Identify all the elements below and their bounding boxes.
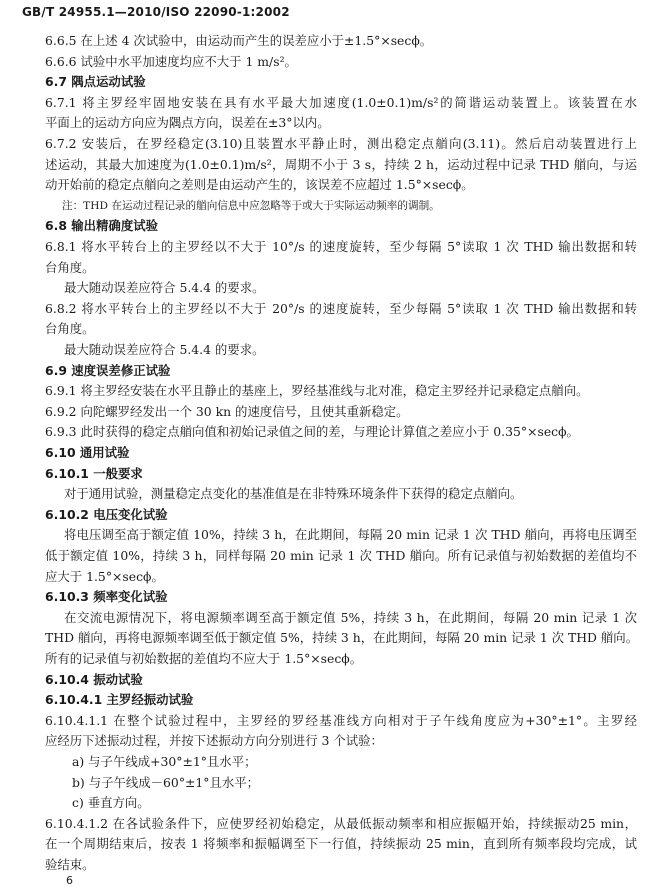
text-line: 台角度。: [45, 259, 95, 275]
text-line: 在交流电源情况下，将电源频率调至高于额定值 5%，持续 3 h，在此期间，每隔 20 min 记录 1 次: [64, 609, 637, 625]
text-line: 6.10.3 频率变化试验: [45, 589, 168, 605]
text-line: 述运动，其最大加速度为(1.0±0.1)m/s²，周期不小于 3 s，持续 2 h，运动过程中记录 THD 艏向，与运: [45, 156, 637, 172]
text-line: 6.10.4.1 主罗经振动试验: [45, 692, 194, 708]
text-line: 6.6.5 在上述 4 次试验中，由运动而产生的误差应小于±1.5°×secϕ。: [45, 33, 433, 48]
text-line: 台角度。: [45, 321, 95, 337]
text-line: 平面上的运动方向应为隅点方向，误差在±3°以内。: [45, 115, 330, 131]
text-line: 所有的记录值与初始数据的差值均不应大于 1.5°×secϕ。: [45, 651, 363, 666]
text-line: 6.6.6 试验中水平加速度均应不大于 1 m/s²。: [45, 53, 297, 69]
text-line: 低于额定值 10%，持续 3 h，同样每隔 20 min 记录 1 次 THD 艏向。所有记录值与初始数据的差值均不: [45, 548, 637, 563]
text-line: 6.8.1 将水平转台上的主罗经以不大于 10°/s 的速度旋转，至少每隔 5°读取 1 次 THD 输出数据和转: [45, 239, 637, 254]
standard-header: GB/T 24955.1—2010/ISO 22090-1:2002: [22, 5, 290, 19]
text-line: a) 与子午线成+30°±1°且水平；: [72, 754, 257, 769]
text-line: 应大于 1.5°×secϕ。: [45, 568, 164, 584]
text-line: 最大随动误差应符合 5.4.4 的要求。: [64, 342, 265, 357]
text-line: 6.8.2 将水平转台上的主罗经以不大于 20°/s 的速度旋转，至少每隔 5°读取 1 次 THD 输出数据和转: [45, 300, 637, 316]
text-line: 6.9.2 向陀螺罗经发出一个 30 kn 的速度信号，且使其重新稳定。: [45, 403, 409, 419]
text-line: 6.9 速度误差修正试验: [45, 362, 171, 378]
text-line: 动开始前的稳定点艏向之差则是由运动产生的，该误差不应超过 1.5°×secϕ。: [45, 177, 474, 193]
text-line: 6.10.1 一般要求: [45, 465, 143, 481]
text-line: 最大随动误差应符合 5.4.4 的要求。: [64, 280, 265, 296]
text-line: 应经历下述振动过程，并按下述振动方向分别进行 3 个试验：: [45, 733, 383, 749]
text-line: b) 与子午线成－60°±1°且水平；: [72, 774, 260, 790]
text-line: THD 艏向，再将电源频率调至低于额定值 5%，持续 3 h，在此期间，每隔 20 min 记录 1 次 THD 艏向。: [45, 630, 639, 646]
text-line: 6.10.4 振动试验: [45, 671, 143, 687]
text-line: 验结束。: [45, 857, 95, 872]
text-line: 6.7 隅点运动试验: [45, 74, 146, 90]
text-line: 6.10.4.1.2 在各试验条件下，应使罗经初始稳定，从最低振动频率和相应振幅开始，持续振动25 min，: [45, 815, 637, 831]
text-line: 将电压调至高于额定值 10%，持续 3 h，在此期间，每隔 20 min 记录 1 次 THD 艏向，再将电压调至: [64, 527, 637, 543]
page-number: 6: [66, 874, 73, 887]
text-line: 注：THD 在运动过程记录的艏向信息中应忽略等于或大于实际运动频率的调制。: [62, 199, 440, 212]
text-line: 6.8 输出精确度试验: [45, 218, 158, 234]
text-line: c) 垂直方向。: [72, 795, 150, 811]
text-line: 6.10 通用试验: [45, 445, 130, 460]
text-line: 6.7.2 安装后，在罗经稳定(3.10)且装置水平静止时，测出稳定点艏向(3.11)。然后启动装置进行上: [45, 136, 637, 151]
text-line: 6.10.4.1.1 在整个试验过程中，主罗经的罗经基准线方向相对于子午线角度应为+30°±1°。主罗经: [45, 712, 637, 728]
text-line: 对于通用试验，测量稳定点变化的基准值是在非特殊环境条件下获得的稳定点艏向。: [64, 486, 523, 502]
text-line: 6.9.3 此时获得的稳定点艏向值和初始记录值之间的差，与理论计算值之差应小于 0.35°×secϕ。: [45, 424, 579, 440]
text-line: 6.7.1 将主罗经牢固地安装在具有水平最大加速度(1.0±0.1)m/s²的简谐运动装置上。该装置在水: [45, 94, 637, 110]
text-line: 在一个周期结束后，按表 1 将频率和振幅调至下一行值，持续振动 25 min，直到所有频率段均完成，试: [45, 836, 637, 852]
text-line: 6.10.2 电压变化试验: [45, 506, 168, 522]
text-line: 6.9.1 将主罗经安装在水平且静止的基座上，罗经基准线与北对准，稳定主罗经并记录稳定点艏向。: [45, 383, 589, 399]
